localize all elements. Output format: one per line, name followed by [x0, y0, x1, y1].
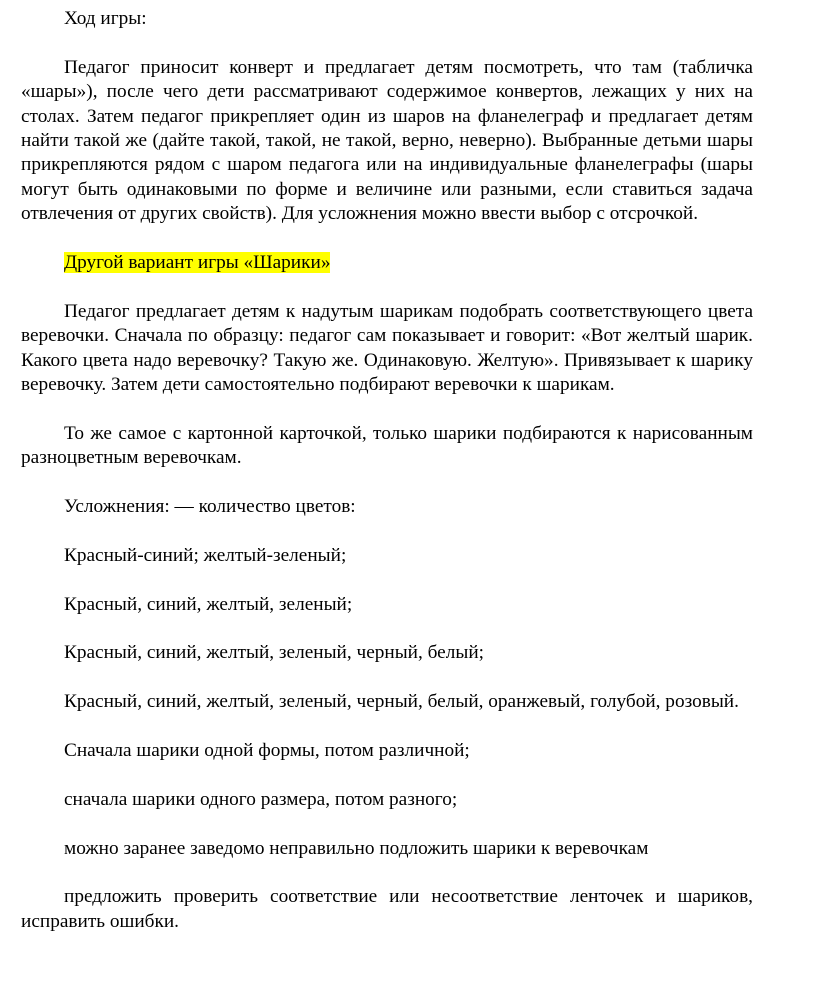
paragraph: Красный-синий; желтый-зеленый;: [64, 544, 347, 566]
paragraph: предложить проверить соответствие или несоответствие ленточек и шариков, исправить ошибки.: [21, 886, 753, 932]
paragraph: Сначала шарики одной формы, потом различной;: [64, 740, 470, 762]
paragraph: можно заранее заведомо неправильно подложить шарики к веревочкам: [64, 837, 649, 859]
paragraph: Красный, синий, желтый, зеленый, черный, белый, оранжевый, голубой, розовый.: [64, 691, 739, 713]
paragraph: Педагог предлагает детям к надутым шарикам подобрать соответствующего цвета веревочки. Сначала по образцу: педагог сам показывает и говорит: «Вот желтый шарик. Какого цвета надо веревочку? Такую же. Одинаковую. Желтую». Привязывает к шарику веревочку. Затем дети самостоятельно подбирают веревочки к шарикам.: [21, 300, 753, 396]
paragraph: сначала шарики одного размера, потом разного;: [64, 788, 458, 810]
paragraph: Красный, синий, желтый, зеленый;: [64, 593, 353, 615]
highlighted-subheading: [21, 251, 753, 275]
highlighted-text: Другой вариант игры «Шарики»: [64, 252, 331, 274]
paragraph: Красный, синий, желтый, зеленый, черный, белый;: [64, 642, 484, 664]
paragraph: Усложнения: — количество цветов:: [64, 496, 356, 518]
paragraph: То же самое с картонной карточкой, только шарики подбираются к нарисованным разноцветным веревочкам.: [21, 422, 753, 469]
paragraph: Педагог приносит конверт и предлагает детям посмотреть, что там (табличка «шары»), после чего дети рассматривают содержимое конвертов, лежащих у них на столах. Затем педагог прикрепляет один из шаров на фланелеграф и предлагает детям найти такой же (дайте такой, такой, не такой, верно, неверно). Выбранные детьми шары прикрепляются рядом с шаром педагога или на индивидуальные фланелеграфы (шары могут быть одинаковыми по форме и величине или разными, если ставиться задача отвлечения от других свойств). Для усложнения можно ввести выбор с отсрочкой.: [21, 56, 753, 225]
section-heading: Ход игры:: [64, 8, 147, 29]
document-page: [21, 7, 753, 959]
